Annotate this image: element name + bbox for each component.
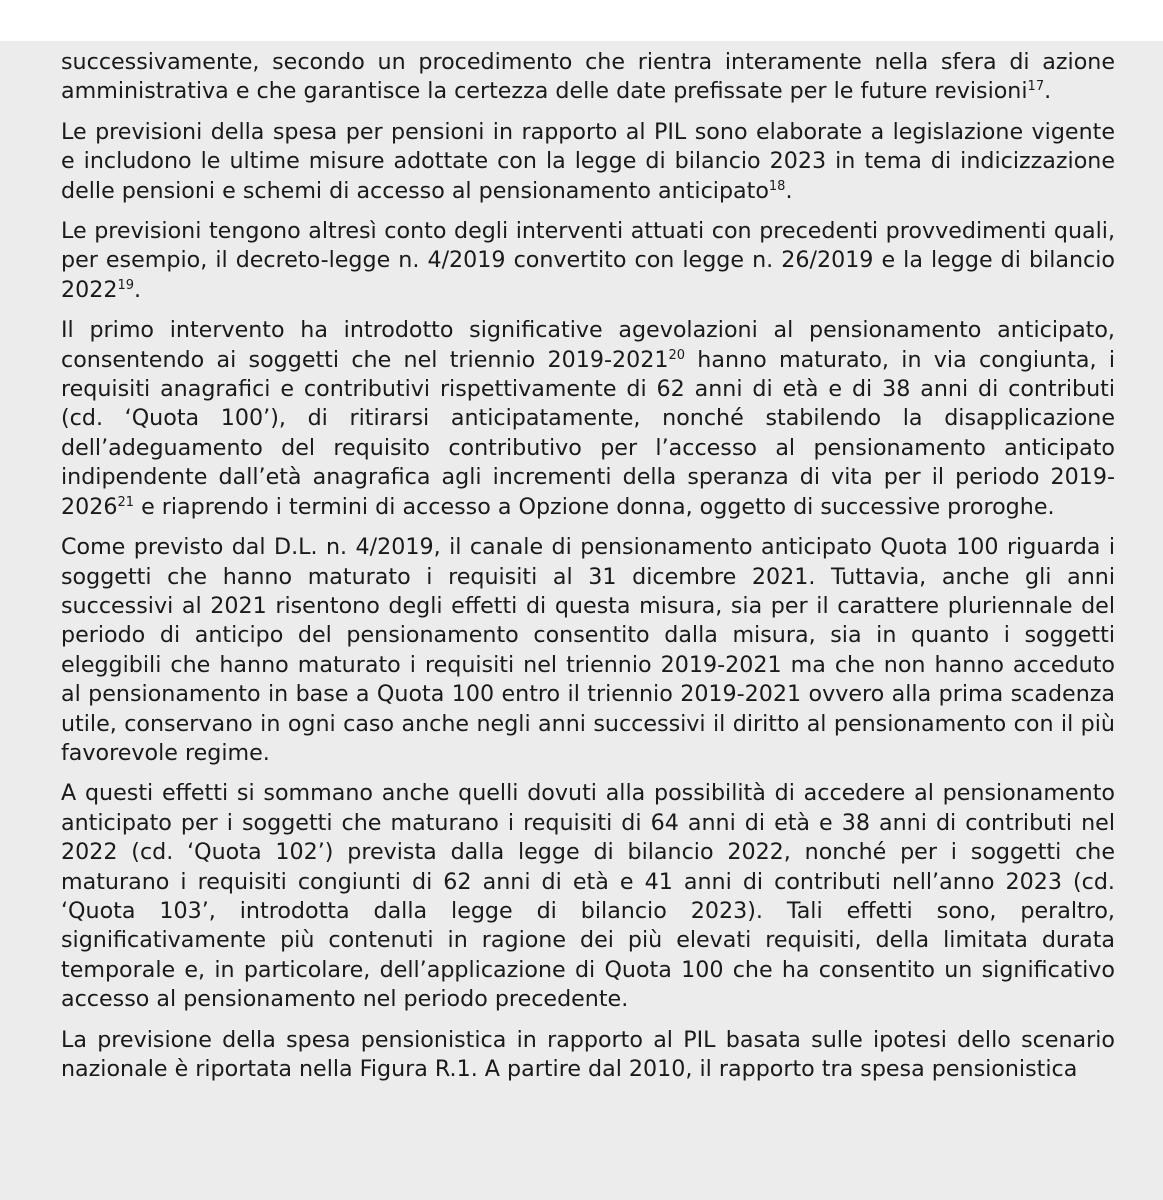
paragraph-6: A questi effetti si sommano anche quelli dovuti alla possibilità di accedere al pensionamento anticipato per i soggetti che maturano i requisiti di 64 anni di età e 38 anni di contributi nel 2022 (cd. ‘Quota 102’) prevista dalla legge di bilancio 2022, nonché per i soggetti che maturano i requisiti congiunti di 62 anni di età e 41 anni di contributi nell’anno 2023 (cd. ‘Quota 103’, introdotta dalla legge di bilancio 2023). Tali effetti sono, peraltro, significativamente più contenuti in ragione dei più elevati requisiti, della limitata durata temporale e, in particolare, dell’applicazione di Quota 100 che ha consentito un significativo accesso al pensionamento nel periodo precedente.: [61, 780, 1115, 1013]
paragraph-5: Come previsto dal D.L. n. 4/2019, il canale di pensionamento anticipato Quota 100 riguarda i soggetti che hanno maturato i requisiti al 31 dicembre 2021. Tuttavia, anche gli anni successivi al 2021 risentono degli effetti di questa misura, sia per il carattere pluriennale del periodo di anticipo del pensionamento consentito dalla misura, sia in quanto i soggetti eleggibili che hanno maturato i requisiti nel triennio 2019-2021 ma che non hanno acceduto al pensionamento in base a Quota 100 entro il triennio 2019-2021 ovvero alla prima scadenza utile, conservano in ogni caso anche negli anni successivi il diritto al pensionamento con il più favorevole regime.: [61, 534, 1115, 766]
paragraph-1: successivamente, secondo un procedimento che rientra interamente nella sfera di azione amministrativa e che garantisce la certezza delle date prefissate per le future revisioni$^{17}$.: [61, 49, 1115, 105]
footnote-ref-17[interactable]: 17: [1027, 79, 1045, 95]
paragraph-4: Il primo intervento ha introdotto significative agevolazioni al pensionamento anticipato, consentendo ai soggetti che nel triennio 2019-2021$^{20}$ hanno maturato, in via congiunta, i requisiti anagrafici e contributivi rispettivamente di 62 anni di età e di 38 anni di contributi (cd. ‘Quota 100’), di ritirarsi anticipatamente, nonché stabilendo la disapplicazione dell’adeguamento del requisito contributivo per l’accesso al pensionamento anticipato indipendente dall’età anagrafica agli incrementi della speranza di vita per il periodo 2019-2026$^{21}$ e riaprendo i termini di accesso a Opzione donna, oggetto di successive proroghe.: [61, 317, 1116, 520]
paragraph-2: Le previsioni della spesa per pensioni in rapporto al PIL sono elaborate a legislazione vigente e includono le ultime misure adottate con la legge di bilancio 2023 in tema di indicizzazione delle pensioni e schemi di accesso al pensionamento anticipato$^{18}$.: [61, 118, 1115, 204]
paragraph-7: La previsione della spesa pensionistica in rapporto al PIL basata sulle ipotesi dello scenario nazionale è riportata nella Figura R.1. A partire dal 2010, il rapporto tra spesa pensionistica: [61, 1026, 1115, 1082]
footnote-ref-18[interactable]: 18: [768, 178, 786, 194]
footnote-ref-21[interactable]: 21: [117, 494, 135, 510]
footnote-ref-20[interactable]: 20: [668, 347, 686, 363]
document-page: [0, 41, 1163, 1200]
footnote-ref-19[interactable]: 19: [117, 277, 135, 293]
paragraph-3: Le previsioni tengono altresì conto degli interventi attuati con precedenti provvedimenti quali, per esempio, il decreto-legge n. 4/2019 convertito con legge n. 26/2019 e la legge di bilancio 2022$^{19}$.: [61, 218, 1115, 303]
